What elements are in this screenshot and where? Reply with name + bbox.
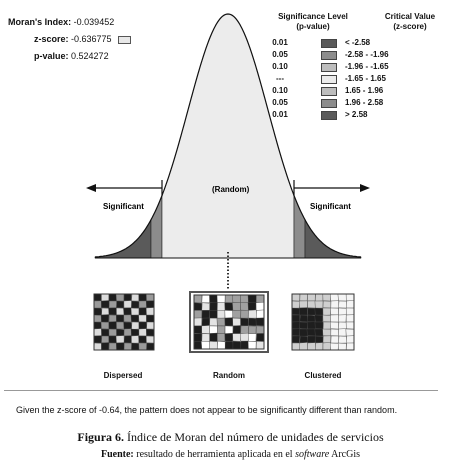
legend-significance: 0.05 <box>272 50 288 59</box>
map-cell <box>323 329 332 336</box>
map-cell <box>300 315 308 322</box>
map-cell <box>346 336 354 344</box>
map-cell <box>241 303 249 311</box>
map-cell <box>299 308 307 316</box>
right-arrow-head <box>360 184 370 192</box>
map-cell <box>315 301 323 308</box>
map-cell <box>101 294 109 301</box>
map-cell <box>202 325 210 333</box>
map-cell <box>132 343 140 350</box>
map-cell <box>116 322 124 329</box>
map-cell <box>124 294 132 301</box>
map-cell <box>331 315 339 322</box>
map-cell <box>256 295 264 303</box>
map-cell <box>109 322 117 330</box>
map-cell <box>201 341 209 349</box>
map-cell <box>94 336 102 343</box>
map-cell <box>124 315 132 322</box>
z-score-label: z-score: <box>34 34 69 44</box>
map-cell <box>248 334 256 342</box>
source-caption <box>0 449 461 460</box>
map-cell <box>101 315 109 323</box>
right-tail-005-region <box>294 196 305 259</box>
map-cell <box>308 301 316 308</box>
dispersed-map <box>94 294 154 350</box>
map-cell <box>331 301 339 308</box>
map-cell <box>346 294 354 301</box>
map-cell <box>292 329 300 336</box>
map-cell <box>330 294 338 301</box>
map-cell <box>116 336 124 344</box>
map-cell <box>292 294 300 301</box>
map-cell <box>217 318 225 326</box>
map-cell <box>241 295 249 303</box>
center-not-significant-region <box>162 14 294 258</box>
map-cell <box>315 322 323 329</box>
map-cell <box>94 329 102 337</box>
pattern-maps <box>0 286 461 366</box>
sig-header-line-1: Significance Level <box>278 12 348 21</box>
map-cell <box>202 303 210 311</box>
legend-significance: 0.01 <box>272 38 288 47</box>
p-value-label: p-value: <box>34 51 69 61</box>
map-cell <box>210 326 218 334</box>
map-cell <box>331 336 339 343</box>
map-cell <box>124 343 132 350</box>
map-cell <box>139 308 147 316</box>
map-cell <box>139 336 147 343</box>
map-cell <box>241 341 249 349</box>
legend-critical-value: -2.58 - -1.96 <box>345 50 389 59</box>
clustered-label: Clustered <box>304 371 342 380</box>
map-cell <box>194 341 202 349</box>
map-cell <box>123 308 131 315</box>
right-tail-001-region <box>305 220 361 258</box>
map-cell <box>300 322 308 329</box>
map-cell <box>117 301 125 308</box>
left-significant-label: Significant <box>103 202 144 211</box>
legend-significance: 0.05 <box>272 98 288 107</box>
clustered-map <box>292 294 354 350</box>
map-cell <box>256 334 264 342</box>
map-cell <box>146 308 154 316</box>
map-cell <box>132 294 140 301</box>
map-cell <box>315 308 323 315</box>
right-significant-label: Significant <box>310 202 351 211</box>
map-cell <box>194 295 202 303</box>
figure-label: Figura 6. <box>77 430 125 444</box>
map-cell <box>292 315 300 322</box>
map-cell <box>102 308 110 315</box>
dispersed-label: Dispersed <box>103 371 143 380</box>
curve-regions <box>95 14 361 258</box>
map-cell <box>323 315 331 322</box>
map-cell <box>210 295 218 303</box>
map-cell <box>233 295 241 303</box>
source-italic: software <box>295 449 330 460</box>
map-cell <box>217 326 225 334</box>
map-cell <box>109 294 117 301</box>
map-cell <box>217 295 225 303</box>
map-cell <box>331 329 339 336</box>
map-cell <box>146 294 154 301</box>
map-cell <box>102 336 110 343</box>
map-cell <box>194 326 202 334</box>
map-cell <box>109 315 117 322</box>
figure-text: Índice de Moran del número de unidades de servicios <box>124 430 384 444</box>
map-cell <box>202 318 210 326</box>
map-cell <box>292 308 300 315</box>
map-cell <box>308 336 316 343</box>
random-label: Random <box>213 371 245 380</box>
map-cell <box>300 294 308 301</box>
map-cell <box>339 315 347 323</box>
map-cell <box>225 341 233 349</box>
map-cell <box>241 318 249 326</box>
map-cell <box>116 315 124 322</box>
map-cell <box>346 329 354 336</box>
map-cell <box>248 318 256 326</box>
map-cell <box>339 301 347 308</box>
p-value-value: 0.524272 <box>71 51 109 61</box>
map-cell <box>217 303 225 311</box>
map-cell <box>241 310 249 318</box>
map-cell <box>225 333 233 341</box>
map-cell <box>307 329 315 336</box>
map-cell <box>225 326 233 334</box>
map-cell <box>323 294 331 301</box>
map-cell <box>94 294 102 301</box>
map-cell <box>233 326 241 334</box>
map-cell <box>101 329 109 336</box>
map-cell <box>116 294 124 301</box>
map-cell <box>202 310 210 318</box>
map-cell <box>232 303 240 311</box>
map-cell <box>210 333 218 342</box>
map-cell <box>217 341 225 349</box>
map-cell <box>323 342 331 350</box>
map-cell <box>194 303 202 311</box>
map-cell <box>339 336 347 343</box>
map-cell <box>94 322 102 329</box>
map-cell <box>315 336 323 343</box>
map-cell <box>300 336 308 343</box>
map-cell <box>194 334 202 342</box>
map-cell <box>339 329 347 337</box>
map-cell <box>94 308 102 315</box>
map-cell <box>299 301 307 308</box>
left-arrow-head <box>86 184 96 192</box>
figure-caption <box>0 430 461 445</box>
map-cell <box>139 315 147 322</box>
divider <box>4 390 438 391</box>
map-cell <box>124 336 132 343</box>
map-cell <box>202 295 210 303</box>
map-cell <box>323 308 331 315</box>
left-tail-005-region <box>151 196 162 259</box>
map-cell <box>307 322 315 329</box>
map-cell <box>131 336 139 344</box>
map-cell <box>338 294 347 301</box>
map-cell <box>315 315 323 322</box>
map-cell <box>117 329 125 336</box>
map-cell <box>131 315 139 322</box>
map-cell <box>346 315 354 322</box>
map-cell <box>210 318 218 326</box>
map-cell <box>202 334 210 342</box>
map-cell <box>346 322 354 329</box>
map-cell <box>147 343 155 350</box>
map-cell <box>101 343 109 351</box>
legend-critical-value: > 2.58 <box>345 110 368 119</box>
map-cell <box>124 329 132 336</box>
map-cell <box>346 343 354 350</box>
interpretation-note: Given the z-score of -0.64, the pattern does not appear to be significantly different than random. <box>16 405 398 415</box>
map-cell <box>210 310 218 318</box>
map-cell <box>308 315 316 322</box>
map-cell <box>139 329 147 336</box>
map-cell <box>233 318 241 326</box>
map-cell <box>194 318 202 326</box>
map-cell <box>330 322 338 329</box>
map-cell <box>256 341 264 349</box>
map-cell <box>331 308 339 315</box>
map-cell <box>225 318 234 326</box>
map-cell <box>109 329 117 336</box>
map-cell <box>323 322 331 329</box>
map-cell <box>139 343 147 350</box>
map-cell <box>225 310 233 318</box>
map-cell <box>233 341 241 349</box>
legend-critical-value: 1.65 - 1.96 <box>345 86 384 95</box>
map-cell <box>248 326 256 334</box>
map-cell <box>116 343 124 350</box>
map-cell <box>109 343 117 350</box>
map-cell <box>109 308 117 315</box>
crit-header-line-1: Critical Value <box>384 12 436 21</box>
map-cell <box>233 334 241 342</box>
map-cell <box>300 329 308 336</box>
z-score-value: -0.636775 <box>71 34 112 44</box>
random-center-label: (Random) <box>212 185 250 194</box>
map-cell <box>256 302 264 310</box>
map-cell <box>315 343 323 351</box>
map-cell <box>101 301 109 309</box>
source-label: Fuente: <box>100 449 134 460</box>
map-cell <box>240 333 248 341</box>
map-cell <box>308 294 316 301</box>
map-cell <box>94 343 102 350</box>
map-cell <box>147 322 155 329</box>
map-cell <box>256 318 264 326</box>
map-cell <box>292 322 300 329</box>
map-cell <box>210 341 218 349</box>
map-cell <box>346 308 354 315</box>
random-map <box>194 295 264 349</box>
map-cell <box>146 329 154 336</box>
map-cell <box>323 301 331 308</box>
legend-significance: --- <box>276 74 284 83</box>
map-cell <box>109 336 117 343</box>
map-cell <box>292 343 300 350</box>
morans-index-label: Moran's Index: <box>8 17 72 27</box>
map-cell <box>131 329 139 336</box>
map-cell <box>139 294 147 301</box>
map-cell <box>101 322 109 329</box>
map-cell <box>330 343 338 350</box>
map-cell <box>146 336 154 343</box>
legend-significance: 0.01 <box>272 110 288 119</box>
map-cell <box>94 301 102 308</box>
map-cell <box>217 334 225 342</box>
map-cell <box>232 310 240 318</box>
map-cell <box>256 310 264 319</box>
map-cell <box>194 310 202 318</box>
morans-index-value: -0.039452 <box>73 17 115 27</box>
map-cell <box>217 310 225 318</box>
sig-header-line-2: (p-value) <box>296 22 330 31</box>
map-cell <box>225 303 233 311</box>
map-cell <box>308 343 316 350</box>
map-cell <box>131 308 139 315</box>
map-cell <box>210 302 218 310</box>
map-cell <box>339 308 347 315</box>
map-cell <box>338 343 346 350</box>
map-cell <box>139 301 147 308</box>
legend-critical-value: -1.65 - 1.65 <box>345 74 386 83</box>
source-text-2: ArcGis <box>329 449 360 460</box>
map-cell <box>225 295 233 303</box>
map-cell <box>315 294 323 301</box>
map-cell <box>248 310 256 318</box>
map-cell <box>308 308 316 315</box>
legend-critical-value: 1.96 - 2.58 <box>345 98 384 107</box>
map-cell <box>146 301 154 308</box>
map-cell <box>241 326 249 334</box>
crit-header-line-2: (z-score) <box>393 22 427 31</box>
legend-significance: 0.10 <box>272 62 288 71</box>
map-cell <box>94 315 102 322</box>
map-cell <box>139 322 147 329</box>
legend-significance: 0.10 <box>272 86 288 95</box>
map-cell <box>124 301 132 309</box>
map-cell <box>124 322 132 329</box>
map-cell <box>146 315 154 322</box>
map-cell <box>132 322 140 329</box>
map-cell <box>116 308 124 315</box>
legend-critical-value: < -2.58 <box>345 38 371 47</box>
map-cell <box>109 301 117 308</box>
map-cell <box>323 336 331 343</box>
map-cell <box>256 326 264 334</box>
map-cell <box>132 301 140 308</box>
left-tail-001-region <box>95 220 151 258</box>
map-cell <box>315 329 323 336</box>
map-cell <box>248 295 256 303</box>
source-text-1: resultado de herramienta aplicada en el <box>133 449 296 460</box>
map-cell <box>248 302 256 310</box>
map-cell <box>248 341 256 349</box>
map-cell <box>299 342 307 350</box>
map-cell <box>339 322 347 329</box>
legend-critical-value: -1.96 - -1.65 <box>345 62 389 71</box>
map-cell <box>292 336 300 343</box>
map-cell <box>292 301 300 308</box>
map-cell <box>346 300 354 308</box>
